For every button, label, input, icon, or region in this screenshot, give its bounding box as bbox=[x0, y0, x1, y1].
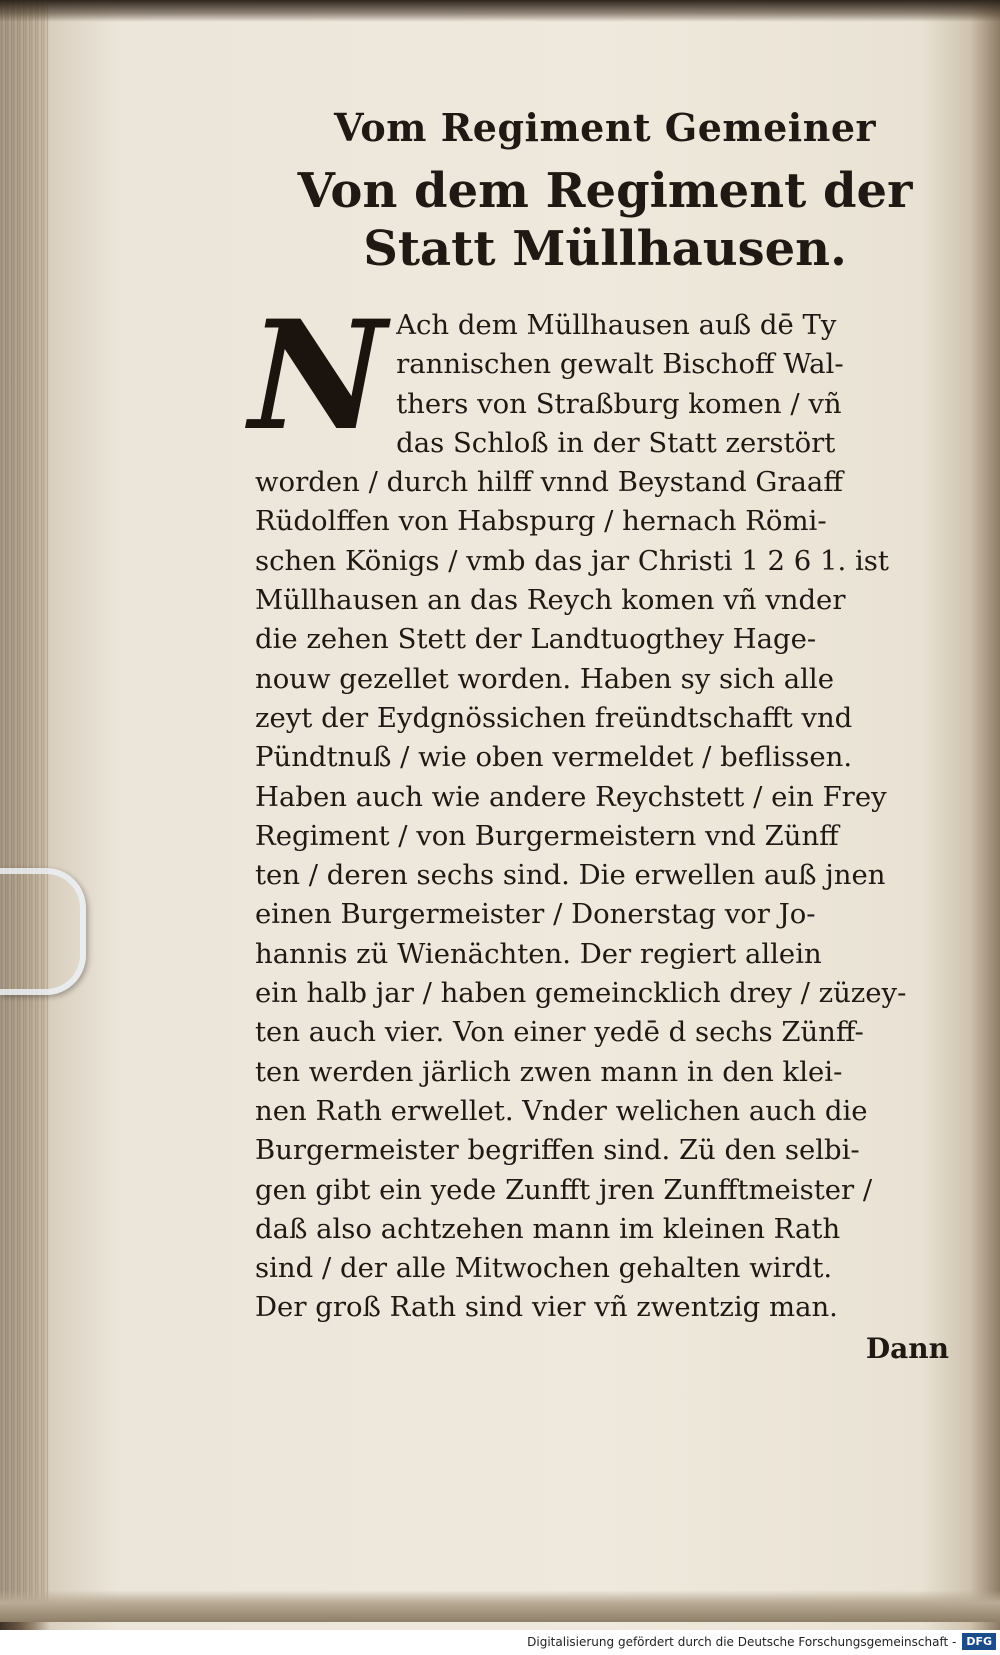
text-line: Regiment / von Burgermeistern vnd Zünff bbox=[255, 819, 839, 852]
text-line: worden / durch hilff vnnd Beystand Graaff bbox=[255, 466, 843, 499]
text-line: Rüdolffen von Habspurg / hernach Römi- bbox=[255, 505, 827, 538]
text-line: hannis zü Wienächten. Der regiert allein bbox=[255, 937, 822, 970]
text-line: ten werden järlich zwen mann in den klei- bbox=[255, 1055, 843, 1088]
text-line: die zehen Stett der Landtuogthey Hage- bbox=[255, 623, 817, 656]
top-shadow bbox=[0, 0, 1000, 22]
text-line: Pündtnuß / wie oben vermeldet / beflissen. bbox=[255, 741, 853, 774]
text-line: thers von Straßburg komen / vñ bbox=[396, 387, 842, 420]
text-line: schen Königs / vmb das jar Christi 1 2 6 1. ist bbox=[255, 544, 889, 577]
dfg-logo: DFG bbox=[962, 1633, 996, 1650]
text-line: einen Burgermeister / Donerstag vor Jo- bbox=[255, 898, 816, 931]
text-line: Burgermeister begriffen sind. Zü den selbi- bbox=[255, 1134, 860, 1167]
text-line: Ach dem Müllhausen auß dē Ty bbox=[396, 309, 837, 341]
text-line: rannischen gewalt Bischoff Wal- bbox=[396, 348, 844, 381]
text-line: ein halb jar / haben gemeincklich drey / züzey- bbox=[255, 977, 907, 1010]
text-line: ten auch vier. Von einer yedē d sechs Zünff- bbox=[255, 1016, 864, 1049]
decorated-initial: N bbox=[249, 288, 387, 464]
running-head: Vom Regiment Gemeiner bbox=[333, 105, 877, 150]
text-line: Müllhausen an das Reych komen vñ vnder bbox=[255, 584, 846, 617]
footer-credit: Digitalisierung gefördert durch die Deutsche Forschungsgemeinschaft - bbox=[527, 1635, 957, 1649]
page-edges bbox=[0, 0, 48, 1620]
chapter-title-line-2: Statt Müllhausen. bbox=[363, 221, 847, 277]
text-line: sind / der alle Mitwochen gehalten wirdt. bbox=[255, 1252, 833, 1285]
text-line: zeyt der Eydgnössichen freündtschafft vnd bbox=[255, 701, 853, 734]
text-line: ten / deren sechs sind. Die erwellen auß jnen bbox=[255, 859, 886, 892]
digitization-footer bbox=[0, 1630, 1000, 1655]
page-clip bbox=[0, 868, 86, 995]
text-line: das Schloß in der Statt zerstört bbox=[396, 426, 836, 459]
body-text bbox=[249, 288, 955, 1328]
bottom-page-edge bbox=[0, 1590, 1000, 1622]
text-line: Der groß Rath sind vier vñ zwentzig man. bbox=[255, 1291, 838, 1324]
text-line: nouw gezellet worden. Haben sy sich alle bbox=[255, 662, 834, 695]
text-line: gen gibt ein yede Zunfft jren Zunfftmeister / bbox=[255, 1173, 873, 1206]
text-line: daß also achtzehen mann im kleinen Rath bbox=[255, 1212, 841, 1245]
catchword: Dann bbox=[865, 1331, 949, 1365]
chapter-title-line-1: Von dem Regiment der bbox=[297, 163, 913, 219]
page-content bbox=[249, 95, 955, 1425]
text-line: Haben auch wie andere Reychstett / ein Frey bbox=[255, 780, 887, 813]
text-line: nen Rath erwellet. Vnder welichen auch die bbox=[255, 1094, 868, 1127]
